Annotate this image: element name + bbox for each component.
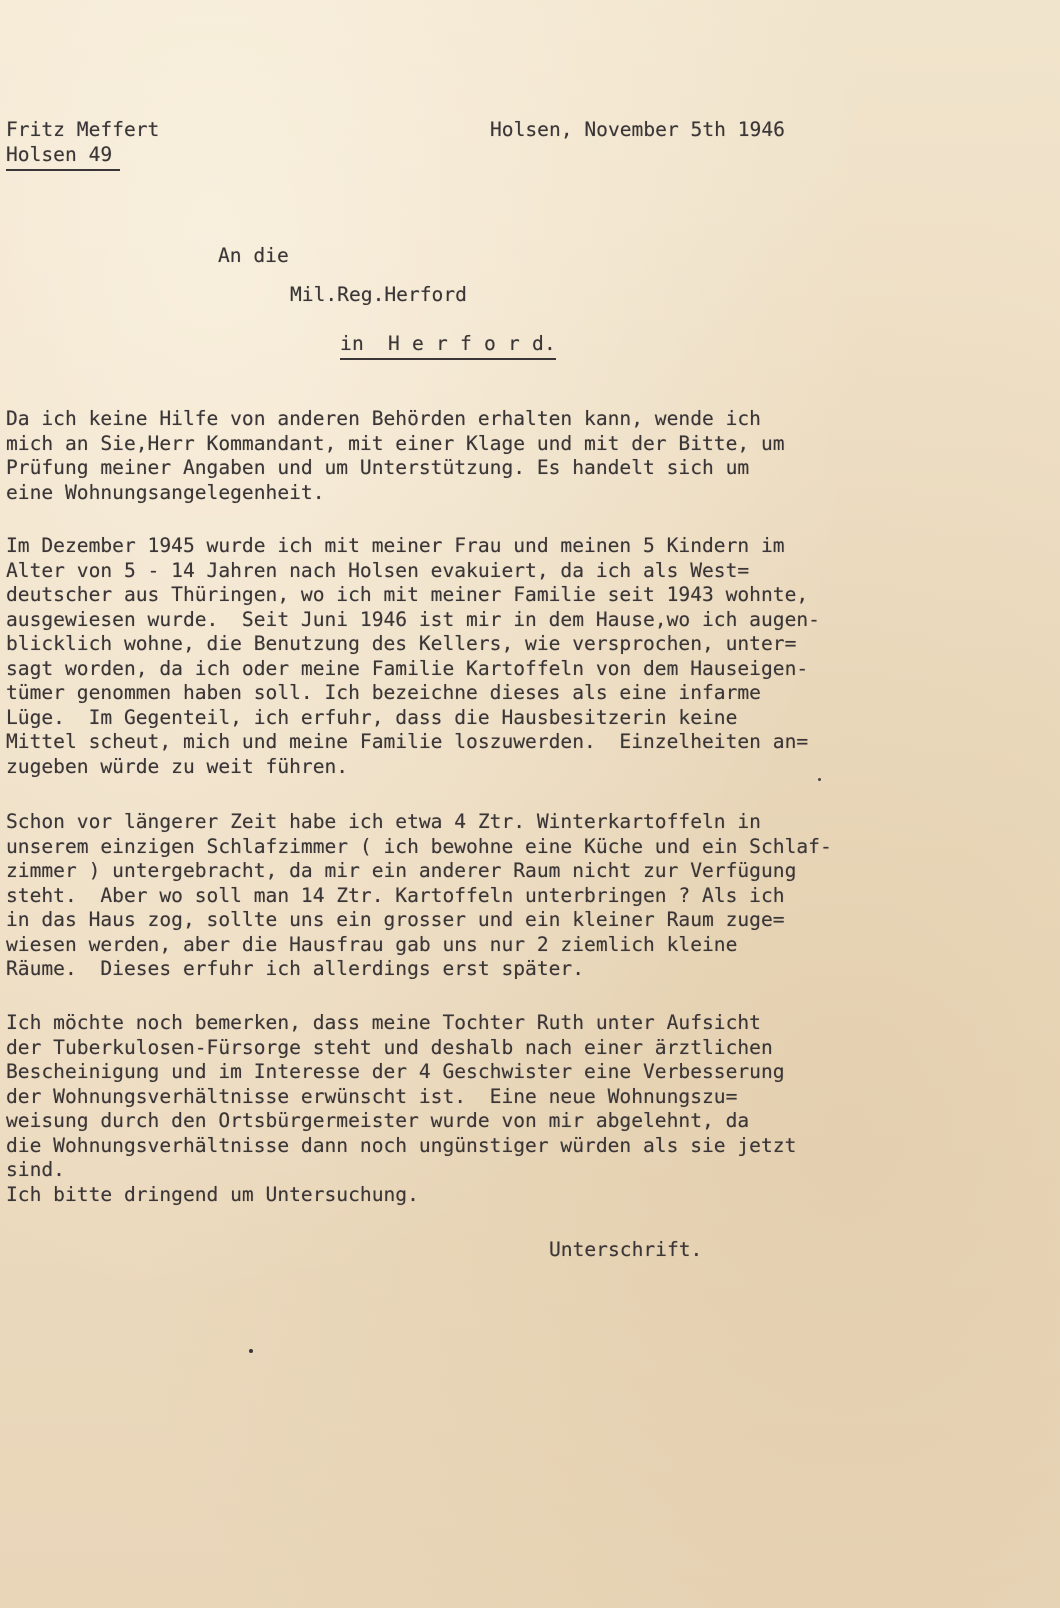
sender-name: Fritz Meffert [6,118,160,141]
recipient-line-1: An die [218,244,289,267]
text-line: unserem einzigen Schlafzimmer ( ich bewohne eine Küche und ein Schlaf- [6,834,832,858]
text-line: wiesen werden, aber die Hausfrau gab uns nur 2 ziemlich kleine [6,932,738,956]
text-line: Räume. Dieses erfuhr ich allerdings erst später. [6,957,585,980]
text-line: sind. [6,1158,65,1181]
ink-speck [249,1349,253,1353]
text-line: Alter von 5 - 14 Jahren nach Holsen evakuiert, da ich als West= [6,558,750,582]
paragraph-4 [6,1011,796,1207]
text-line: Da ich keine Hilfe von anderen Behörden erhalten kann, wende ich [6,407,761,430]
paragraph-3 [6,810,832,982]
text-line: Lüge. Im Gegenteil, ich erfuhr, dass die Hausbesitzerin keine [6,705,738,729]
text-line: Im Dezember 1945 wurde ich mit meiner Frau und meinen 5 Kindern im [6,534,785,557]
text-line: Ich möchte noch bemerken, dass meine Tochter Ruth unter Aufsicht [6,1011,761,1034]
sender-address: Holsen 49 [6,143,120,171]
text-line: steht. Aber wo soll man 14 Ztr. Kartoffeln unterbringen ? Als ich [6,883,785,907]
text-line: zugeben würde zu weit führen. [6,754,349,778]
text-line: Ich bitte dringend um Untersuchung. [6,1182,419,1206]
text-line: Mittel scheut, mich und meine Familie loszuwerden. Einzelheiten an= [6,730,809,753]
text-line: der Wohnungsverhältnisse erwünscht ist. Eine neue Wohnungszu= [6,1084,738,1108]
paragraph-2 [6,534,820,779]
recipient-line-3: in H e r f o r d. [340,332,556,360]
text-line: deutscher aus Thüringen, wo ich mit meiner Familie seit 1943 wohnte, [6,583,809,606]
recipient-line-2: Mil.Reg.Herford [290,283,467,306]
text-line: Prüfung meiner Angaben und um Unterstützung. Es handelt sich um [6,456,750,479]
text-line: der Tuberkulosen-Fürsorge steht und deshalb nach einer ärztlichen [6,1035,773,1059]
text-line: in das Haus zog, sollte uns ein grosser und ein kleiner Raum zuge= [6,908,785,931]
text-line: die Wohnungsverhältnisse dann noch ungünstiger würden als sie jetzt [6,1133,797,1157]
place-and-date: Holsen, November 5th 1946 [490,118,785,141]
signature-placeholder: Unterschrift. [549,1238,703,1261]
text-line: blicklich wohne, die Benutzung des Kellers, wie versprochen, unter= [6,632,797,655]
text-line: Schon vor längerer Zeit habe ich etwa 4 Ztr. Winterkartoffeln in [6,810,761,833]
text-line: sagt worden, da ich oder meine Familie Kartoffeln von dem Hauseigen- [6,656,809,680]
text-line: zimmer ) untergebracht, da mir ein anderer Raum nicht zur Verfügung [6,859,797,882]
text-line: tümer genommen haben soll. Ich bezeichne dieses als eine infarme [6,681,761,704]
paragraph-1 [6,407,785,505]
text-line: ausgewiesen wurde. Seit Juni 1946 ist mir in dem Hause,wo ich augen- [6,607,820,631]
text-line: weisung durch den Ortsbürgermeister wurde von mir abgelehnt, da [6,1109,750,1132]
ink-speck [818,778,821,781]
text-line: mich an Sie,Herr Kommandant, mit einer Klage und mit der Bitte, um [6,431,785,455]
text-line: eine Wohnungsangelegenheit. [6,480,325,504]
text-line: Bescheinigung und im Interesse der 4 Geschwister eine Verbesserung [6,1060,785,1083]
